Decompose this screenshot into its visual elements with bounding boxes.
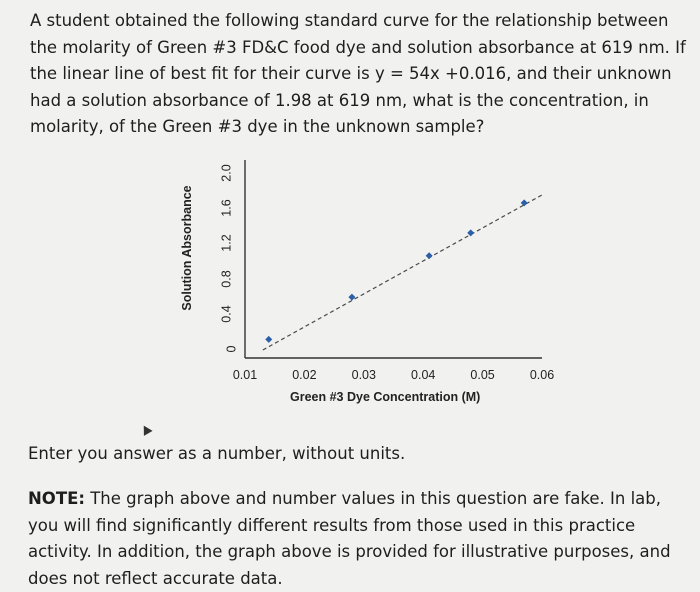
question-text: A student obtained the following standard curve for the relationship between the molarity of Green #3 FD&C food dye and solution absorbance at 619 nm. If the linear line of best fit for their curve is y = 54x +0.016, and their unknown had a solution absorbance of 1.98 at 619 nm, what is the concentration, in molarity, of the Green #3 dye in the unknown sample? (30, 11, 686, 136)
y-tick-label: 1.6 (219, 199, 234, 217)
x-axis-label: Green #3 Dye Concentration (M) (290, 390, 481, 404)
y-tick-label: 0.8 (219, 269, 234, 288)
note-paragraph (28, 486, 696, 592)
note-text: The graph above and number values in this question are fake. In lab, you will find significantly different results from those used in this practice activity. In addition, the graph above is provided for illustrative purposes, and does not reflect accurate data. (28, 489, 671, 588)
y-tick-label: 0.4 (219, 305, 234, 323)
data-point-3 (426, 252, 433, 259)
standard-curve-chart (180, 160, 560, 415)
data-point-1 (265, 336, 272, 343)
x-tick-label: 0.06 (529, 368, 555, 382)
x-tick-label: 0.05 (470, 368, 495, 382)
mouse-cursor-icon (139, 423, 152, 436)
y-tick-label: 1.2 (219, 234, 234, 252)
x-tick-label: 0.04 (411, 368, 436, 382)
y-axis-label: Solution Absorbance (180, 184, 194, 311)
x-tick-label: 0.01 (232, 368, 258, 382)
answer-instruction: Enter you answer as a number, without units. (28, 444, 406, 463)
data-point-5 (521, 199, 528, 206)
note-label: NOTE: (28, 489, 85, 508)
x-tick-label: 0.03 (351, 368, 376, 382)
y-tick-label: 0 (224, 345, 239, 353)
y-tick-label: 2.0 (219, 164, 234, 182)
data-point-4 (467, 229, 474, 236)
data-point-2 (348, 294, 355, 301)
trendline (263, 195, 542, 350)
x-tick-label: 0.02 (292, 368, 317, 382)
